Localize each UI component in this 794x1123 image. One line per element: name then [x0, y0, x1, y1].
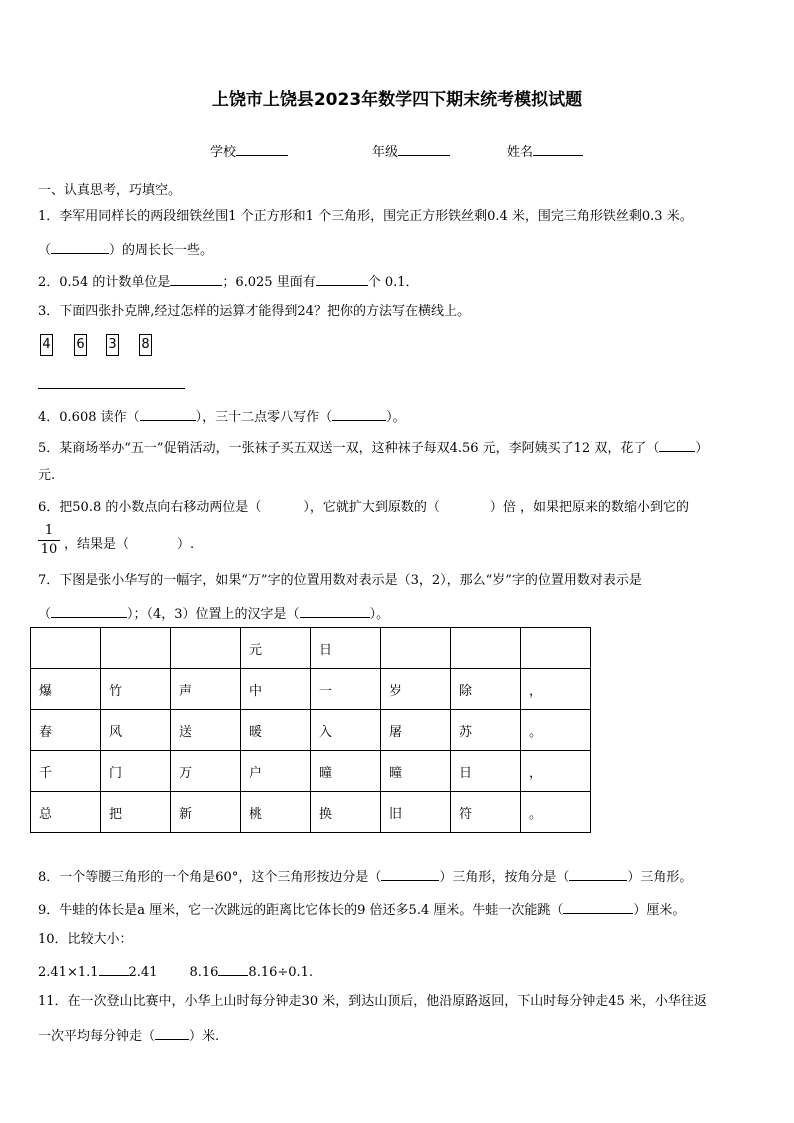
q4-blank-2[interactable]	[332, 407, 386, 421]
q8-blank-1[interactable]	[381, 867, 439, 881]
grid-cell: 除	[451, 669, 521, 710]
grid-cell: 旧	[381, 792, 451, 833]
grid-cell: 苏	[451, 710, 521, 751]
q1-line1: 1．李军用同样长的两段细铁丝围1 个正方形和1 个三角形，围完正方形铁丝剩0.4 米，围完三角形铁丝剩0.3 米。	[38, 209, 693, 224]
q10-text: 10．比较大小：	[38, 932, 133, 947]
grid-cell: 声	[171, 669, 241, 710]
grid-cell: ，	[521, 669, 591, 710]
q1-line2: （ ）的周长长一些。	[38, 240, 213, 259]
school-field	[210, 142, 288, 161]
grid-cell: 风	[101, 710, 171, 751]
grid-cell	[171, 628, 241, 669]
grid-cell: 总	[31, 792, 101, 833]
q5-blank[interactable]	[659, 438, 695, 452]
grid-cell: 日	[451, 751, 521, 792]
q7-blank-1[interactable]	[51, 604, 127, 618]
q6-line2: ，结果是（ ）.	[64, 537, 195, 552]
q11-line2: 一次平均每分钟走（ ）米.	[38, 1026, 219, 1045]
grade-blank[interactable]	[398, 142, 450, 156]
name-label: 姓名	[507, 145, 534, 160]
grid-row	[31, 751, 591, 792]
grid-cell: ，	[521, 751, 591, 792]
grade-field	[372, 142, 450, 161]
grid-cell: 千	[31, 751, 101, 792]
q7-line2: （ ）；（4，3）位置上的汉字是（ ）。	[38, 604, 389, 623]
grid-cell: 户	[241, 751, 311, 792]
grid-cell: 。	[521, 710, 591, 751]
school-label: 学校	[210, 145, 237, 160]
q5-line1: 5．某商场举办“五一”促销活动，一张袜子买五双送一双，这种袜子每双4.56 元，李阿姨买了12 双，花了（ ）	[38, 438, 708, 457]
grid-cell: 元	[241, 628, 311, 669]
q11-line1: 11．在一次登山比赛中，小华上山时每分钟走30 米，到达山顶后，他沿原路返回，下山时每分钟走45 米，小华往返	[38, 994, 707, 1009]
q10-blank-1[interactable]	[99, 962, 129, 976]
poker-card: 8	[139, 334, 152, 356]
name-field	[507, 142, 583, 161]
grid-cell: 曈	[381, 751, 451, 792]
grid-cell: 桃	[241, 792, 311, 833]
q10-compare: 2.41×1.1 2.41 8.16 8.16÷0.1.	[38, 962, 313, 981]
q2: 2．0.54 的计数单位是 ；6.025 里面有 个 0.1．	[38, 272, 419, 291]
grid-cell: 一	[311, 669, 381, 710]
grid-cell: 新	[171, 792, 241, 833]
grid-cell: 春	[31, 710, 101, 751]
poker-card: 6	[74, 334, 87, 356]
q9: 9．牛蛙的体长是a 厘米，它一次跳远的距离比它体长的9 倍还多5.4 厘米。牛蛙一次能跳（ ）厘米。	[38, 900, 685, 919]
fraction-denominator: 10	[40, 542, 58, 557]
q4-blank-1[interactable]	[140, 407, 196, 421]
q3-answer-line[interactable]	[38, 388, 185, 389]
q10-blank-2[interactable]	[218, 962, 248, 976]
grid-cell: 曈	[311, 751, 381, 792]
grid-cell: 爆	[31, 669, 101, 710]
grid-cell: 。	[521, 792, 591, 833]
grid-cell: 送	[171, 710, 241, 751]
grid-cell: 把	[101, 792, 171, 833]
grid-cell: 万	[171, 751, 241, 792]
grade-label: 年级	[372, 145, 399, 160]
grid-cell	[381, 628, 451, 669]
fraction-numerator: 1	[38, 523, 60, 541]
name-blank[interactable]	[533, 142, 583, 156]
grid-cell: 符	[451, 792, 521, 833]
q7-line1: 7．下图是张小华写的一幅字，如果“万”字的位置用数对表示是（3，2），那么“岁”字的位置用数对表示是	[38, 573, 642, 588]
grid-cell: 入	[311, 710, 381, 751]
grid-cell: 岁	[381, 669, 451, 710]
grid-cell: 日	[311, 628, 381, 669]
poker-card: 3	[106, 334, 119, 356]
grid-cell: 中	[241, 669, 311, 710]
q9-blank[interactable]	[563, 900, 633, 914]
q1-blank[interactable]	[51, 240, 109, 254]
q8: 8．一个等腰三角形的一个角是60°，这个三角形按边分是（ ）三角形，按角分是（ ）三角形。	[38, 867, 692, 886]
grid-row	[31, 628, 591, 669]
calligraphy-grid	[30, 627, 591, 833]
grid-cell: 门	[101, 751, 171, 792]
grid-cell: 竹	[101, 669, 171, 710]
grid-row	[31, 669, 591, 710]
grid-row	[31, 792, 591, 833]
grid-cell: 屠	[381, 710, 451, 751]
page-title: 上饶市上饶县2023年数学四下期末统考模拟试题	[211, 90, 583, 110]
grid-row	[31, 710, 591, 751]
q6-line1: 6．把50.8 的小数点向右移动两位是（ ），它就扩大到原数的（ ）倍 ，如果把原来的数缩小到它的	[38, 500, 690, 515]
grid-cell	[101, 628, 171, 669]
section-heading: 一、认真思考，巧填空。	[38, 183, 182, 198]
q8-blank-2[interactable]	[569, 867, 627, 881]
q2-blank-2[interactable]	[316, 272, 368, 286]
grid-cell	[451, 628, 521, 669]
grid-cell	[521, 628, 591, 669]
grid-cell: 换	[311, 792, 381, 833]
q2-blank-1[interactable]	[170, 272, 222, 286]
fraction-one-tenth	[38, 523, 60, 558]
school-blank[interactable]	[236, 142, 288, 156]
grid-cell	[31, 628, 101, 669]
q5-line2: 元.	[38, 468, 56, 483]
q3-text: 3．下面四张扑克牌,经过怎样的运算才能得到24？把你的方法写在横线上。	[38, 304, 470, 319]
q4: 4．0.608 读作（ ），三十二点零八写作（ ）。	[38, 407, 406, 426]
q11-blank[interactable]	[155, 1026, 189, 1040]
poker-card: 4	[40, 334, 53, 356]
q7-blank-2[interactable]	[300, 604, 370, 618]
grid-cell: 暖	[241, 710, 311, 751]
